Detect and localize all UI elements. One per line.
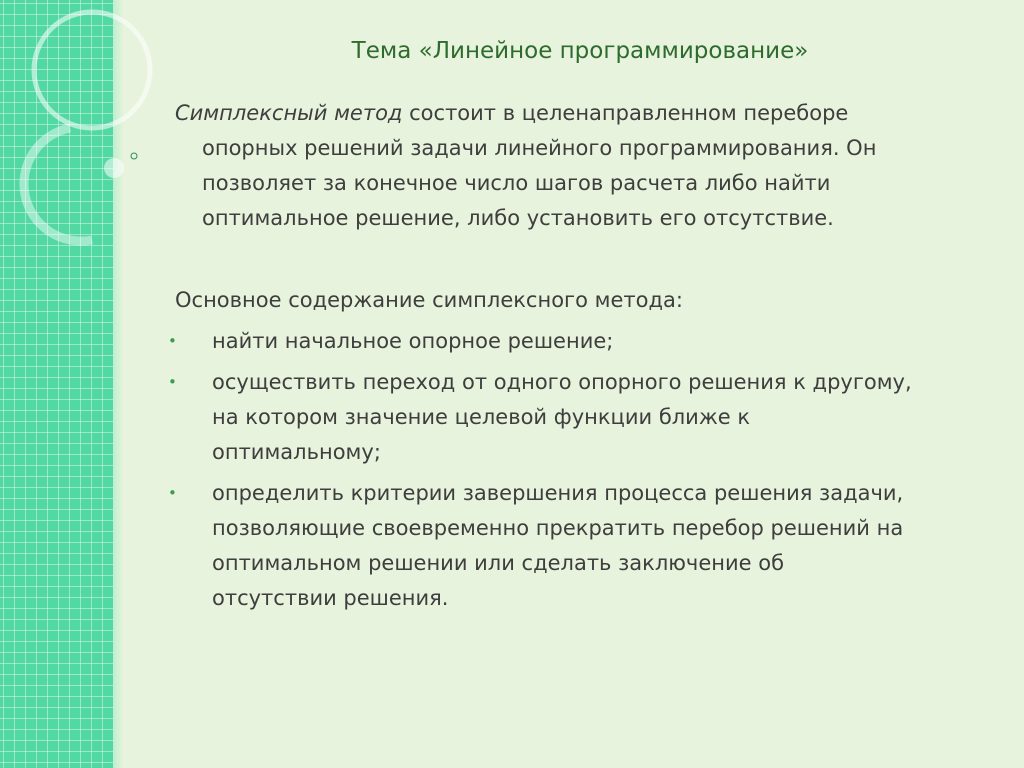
list-item xyxy=(168,324,1008,359)
subheading: Основное содержание симплексного метода: xyxy=(175,288,683,312)
list-item-line: определить критерии завершения процесса решения задачи, xyxy=(212,481,904,505)
list-item-line: найти начальное опорное решение; xyxy=(212,329,614,353)
bullet-icon: • xyxy=(168,373,177,391)
list-item-line: отсутствии решения. xyxy=(212,586,449,610)
decorative-grid-panel xyxy=(0,0,113,768)
intro-line xyxy=(175,96,995,131)
intro-line: опорных решений задачи линейного программирования. Он xyxy=(202,136,877,160)
intro-paragraph xyxy=(175,96,995,236)
list-item-line: позволяющие своевременно прекратить перебор решений на xyxy=(212,516,904,540)
list-item-line: оптимальному; xyxy=(212,440,381,464)
list-item xyxy=(168,365,1008,470)
slide-title: Тема «Линейное программирование» xyxy=(351,38,809,64)
list-item xyxy=(168,476,1008,616)
bullet-icon: • xyxy=(168,484,177,502)
panel-divider xyxy=(113,0,123,768)
intro-line: позволяет за конечное число шагов расчета либо найти xyxy=(202,171,831,195)
bullet-icon: • xyxy=(168,332,177,350)
list-item-line: осуществить переход от одного опорного решения к другому, xyxy=(212,370,912,394)
list-item-line: на котором значение целевой функции ближе к xyxy=(212,405,751,429)
intro-first-line-text: состоит в целенаправленном переборе xyxy=(402,101,849,125)
intro-line: оптимальное решение, либо установить его отсутствие. xyxy=(202,206,834,230)
list-item-line: оптимальном решении или сделать заключение об xyxy=(212,551,785,575)
method-term: Симплексный метод xyxy=(175,101,403,125)
bullet-list xyxy=(168,324,1008,622)
